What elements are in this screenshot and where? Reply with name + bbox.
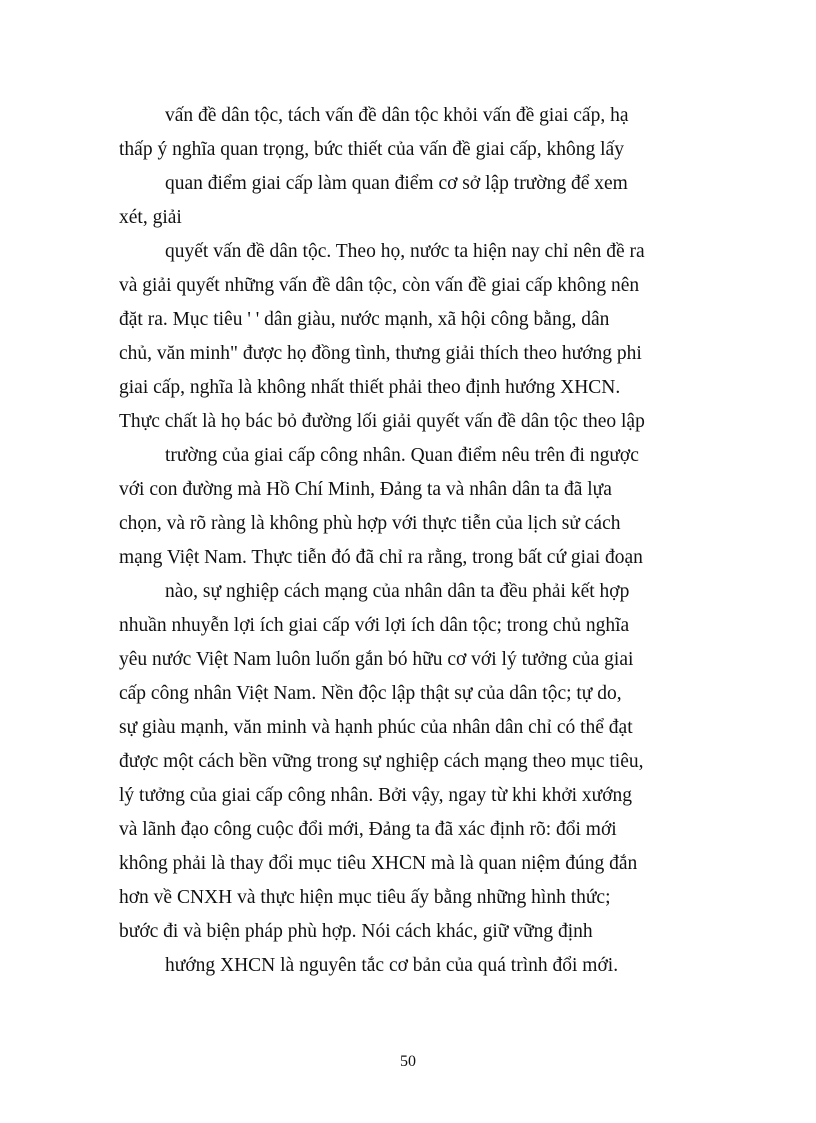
text-line: được một cách bền vững trong sự nghiệp cách mạng theo mục tiêu, — [119, 751, 644, 772]
text-line: không phải là thay đổi mục tiêu XHCN mà là quan niệm đúng đắn — [119, 853, 638, 874]
text-line: nhuần nhuyễn lợi ích giai cấp với lợi ích dân tộc; trong chủ nghĩa — [119, 615, 630, 636]
text-line: Thực chất là họ bác bỏ đường lối giải quyết vấn đề dân tộc theo lập — [119, 411, 645, 432]
text-line: yêu nước Việt Nam luôn luốn gắn bó hữu cơ với lý tưởng của giai — [119, 649, 634, 670]
text-line: quan điểm giai cấp làm quan điểm cơ sở lập trường để xem — [165, 173, 628, 194]
text-line: và lãnh đạo công cuộc đổi mới, Đảng ta đã xác định rõ: đổi mới — [119, 819, 617, 840]
text-line: và giải quyết những vấn đề dân tộc, còn vấn đề giai cấp không nên — [119, 275, 640, 296]
text-line: mạng Việt Nam. Thực tiễn đó đã chỉ ra rằng, trong bất cứ giai đoạn — [119, 547, 643, 568]
text-line: lý tưởng của giai cấp công nhân. Bởi vậy, ngay từ khi khởi xướng — [119, 785, 633, 806]
page-number: 50 — [400, 1053, 416, 1070]
text-line: cấp công nhân Việt Nam. Nền độc lập thật sự của dân tộc; tự do, — [119, 683, 622, 704]
text-line: quyết vấn đề dân tộc. Theo họ, nước ta hiện nay chỉ nên đề ra — [165, 241, 645, 262]
text-line: vấn đề dân tộc, tách vấn đề dân tộc khỏi vấn đề giai cấp, hạ — [165, 105, 629, 126]
text-line: nào, sự nghiệp cách mạng của nhân dân ta đều phải kết hợp — [165, 581, 630, 602]
text-line: trường của giai cấp công nhân. Quan điểm nêu trên đi ngược — [165, 445, 639, 466]
text-line: bước đi và biện pháp phù hợp. Nói cách khác, giữ vững định — [119, 921, 593, 942]
text-line: thấp ý nghĩa quan trọng, bức thiết của vấn đề giai cấp, không lấy — [119, 139, 624, 160]
text-line: giai cấp, nghĩa là không nhất thiết phải theo định hướng XHCN. — [119, 377, 621, 398]
text-line: với con đường mà Hồ Chí Minh, Đảng ta và nhân dân ta đã lựa — [119, 479, 612, 500]
text-line: sự giàu mạnh, văn minh và hạnh phúc của nhân dân chỉ có thể đạt — [119, 717, 633, 738]
text-line: hơn về CNXH và thực hiện mục tiêu ấy bằng những hình thức; — [119, 887, 611, 908]
text-line: xét, giải — [119, 207, 182, 228]
text-line: chọn, và rõ ràng là không phù hợp với thực tiễn của lịch sử cách — [119, 513, 621, 534]
text-line: chủ, văn minh" được họ đồng tình, thưng giải thích theo hướng phi — [119, 343, 642, 364]
text-line: hướng XHCN là nguyên tắc cơ bản của quá trình đổi mới. — [165, 955, 619, 976]
text-line: đặt ra. Mục tiêu ' ' dân giàu, nước mạnh, xã hội công bằng, dân — [119, 309, 610, 330]
